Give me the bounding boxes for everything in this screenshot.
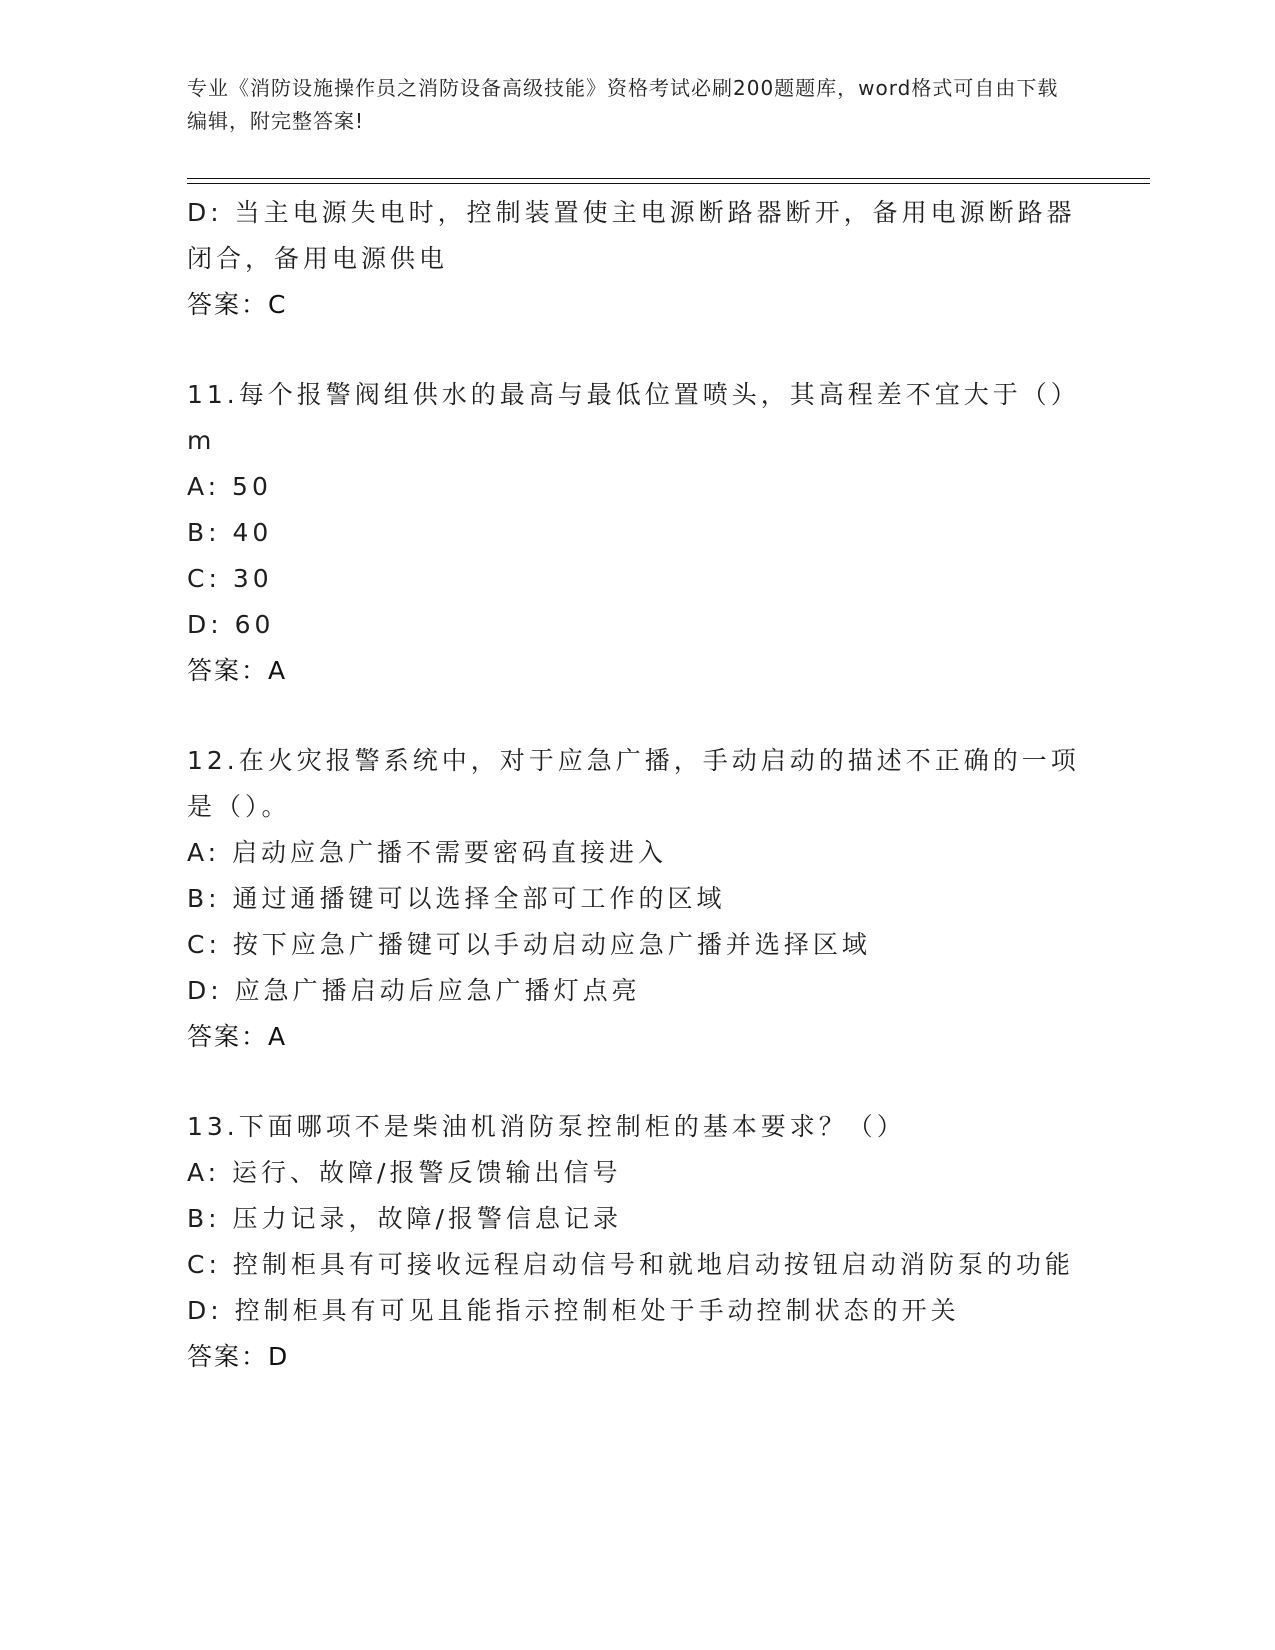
prev-option-d-line1: D: 当主电源失电时，控制装置使主电源断路器断开，备用电源断路器 (187, 198, 1076, 227)
header-rule-bottom (187, 183, 1150, 184)
spacer (187, 328, 1087, 372)
q13-option-a: A: 运行、故障/报警反馈输出信号 (187, 1158, 622, 1187)
prev-option-d-line2: 闭合，备用电源供电 (187, 244, 449, 273)
q13-option-d: D: 控制柜具有可见且能指示控制柜处于手动控制状态的开关 (187, 1296, 960, 1325)
q13-option-c: C: 控制柜具有可接收远程启动信号和就地启动按钮启动消防泵的功能 (187, 1250, 1074, 1279)
q13-option-b: B: 压力记录，故障/报警信息记录 (187, 1204, 622, 1233)
q11-answer: 答案：A (187, 656, 288, 685)
q11-option-c: C: 30 (187, 564, 273, 593)
q12-title-line1: 12.在火灾报警系统中，对于应急广播，手动启动的描述不正确的一项 (187, 746, 1080, 775)
prev-answer: 答案：C (187, 290, 288, 319)
q12-option-a: A: 启动应急广播不需要密码直接进入 (187, 838, 668, 867)
q11-option-d: D: 60 (187, 610, 275, 639)
q13-title-line1: 13.下面哪项不是柴油机消防泵控制柜的基本要求？（） (187, 1112, 906, 1141)
q12-option-c: C: 按下应急广播键可以手动启动应急广播并选择区域 (187, 930, 871, 959)
q11-option-b: B: 40 (187, 518, 273, 547)
q11-option-a: A: 50 (187, 472, 272, 501)
header-rule-top (187, 178, 1150, 179)
document-header: 专业《消防设施操作员之消防设备高级技能》资格考试必刷200题题库，word格式可自由下载编辑，附完整答案! (187, 76, 1059, 133)
q11-title-line1: 11.每个报警阀组供水的最高与最低位置喷头，其高程差不宜大于（） (187, 380, 1080, 409)
spacer (187, 1060, 1087, 1104)
q12-title-line2: 是（）。 (187, 792, 291, 821)
q12-option-d: D: 应急广播启动后应急广播灯点亮 (187, 976, 641, 1005)
question-content (187, 190, 1087, 1380)
q12-answer: 答案：A (187, 1022, 288, 1051)
q13-answer: 答案：D (187, 1342, 290, 1371)
q11-title-line2: m (187, 426, 216, 455)
spacer (187, 694, 1087, 738)
q12-option-b: B: 通过通播键可以选择全部可工作的区域 (187, 884, 726, 913)
